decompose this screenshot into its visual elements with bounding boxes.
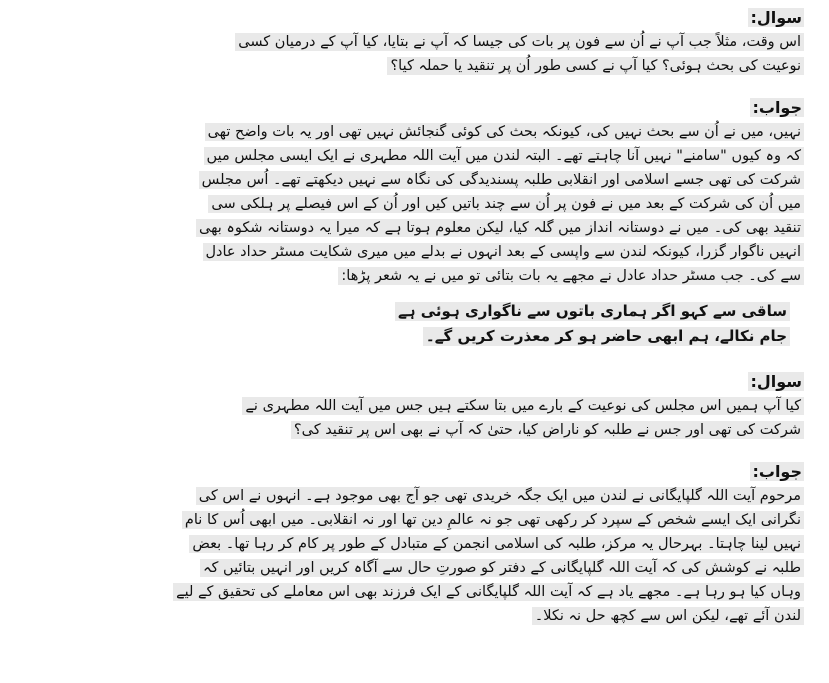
document-body <box>70 6 804 628</box>
answer-label: جواب: <box>752 462 802 481</box>
question-text: اس وقت، مثلاً جب آپ نے اُن سے فون پر بات کی جیسا کہ آپ نے بتایا، کیا آپ کے درمیان کسی نوعیت کی بحث ہوئی؟ کیا آپ نے کسی طور اُن پر تنقید یا حملہ کیا؟ <box>70 30 804 78</box>
question-text: کیا آپ ہمیں اس مجلس کی نوعیت کے بارے میں بتا سکتے ہیں جس میں آیت اللہ مطہری نے شرکت کی تھی اور جس نے طلبہ کو ناراض کیا، حتیٰ کہ آپ نے بھی اس پر تنقید کی؟ <box>70 394 804 442</box>
question-label: سوال: <box>750 372 802 391</box>
answer-text: نہیں، میں نے اُن سے بحث نہیں کی، کیونکہ بحث کی کوئی گنجائش نہیں تھی اور یہ بات واضح تھی کہ وہ کیوں "سامنے" نہیں آنا چاہتے تھے۔ البتہ لندن میں آیت اللہ مطہری نے ایک ایسی مجلس میں شرکت کی تھی جسے اسلامی اور انقلابی طلبہ پسندیدگی کی نگاہ سے نہیں دیکھتے تھے۔ اُس مجلس میں اُن کی شرکت کے بعد میں نے فون پر اُن سے چند باتیں کیں اور اُن کے اس فیصلے پر ہلکی سی تنقید بھی کی۔ میں نے دوستانہ انداز میں گلہ کیا، لیکن معلوم ہوتا ہے کہ میرا یہ دوستانہ شکوہ بھی انہیں ناگوار گزرا، کیونکہ لندن سے واپسی کے بعد انہوں نے بدلے میں میری شکایت مسٹر حداد عادل سے کی۔ جب مسٹر حداد عادل نے مجھے یہ بات بتائی تو میں نے یہ شعر پڑھا: <box>70 120 804 288</box>
answer-label: جواب: <box>752 98 802 117</box>
answer-text: مرحوم آیت اللہ گلپایگانی نے لندن میں ایک جگہ خریدی تھی جو آج بھی موجود ہے۔ انہوں نے اس کی نگرانی ایک ایسے شخص کے سپرد کر رکھی تھی جو نہ عالمِ دین تھا اور نہ انقلابی۔ میں ابھی اُس کا نام نہیں لینا چاہتا۔ بہرحال یہ مرکز، طلبہ کی اسلامی انجمن کے متبادل کے طور پر کام کر رہا تھا۔ بعض طلبہ نے کوشش کی کہ آیت اللہ گلپایگانی کے دفتر کو صورتِ حال سے آگاہ کریں اور انہیں بتائیں کہ وہاں کیا ہو رہا ہے۔ مجھے یاد ہے کہ آیت اللہ گلپایگانی کے ایک فرزند بھی اس معاملے کی تحقیق کے لیے لندن آئے تھے، لیکن اس سے کچھ حل نہ نکلا۔ <box>70 484 804 628</box>
poem-verse: ساقی سے کہو اگر ہماری باتوں سے ناگواری ہوئی ہے جام نکالے، ہم ابھی حاضر ہو کر معذرت کریں گے۔ <box>70 302 804 352</box>
question-label: سوال: <box>750 8 802 27</box>
